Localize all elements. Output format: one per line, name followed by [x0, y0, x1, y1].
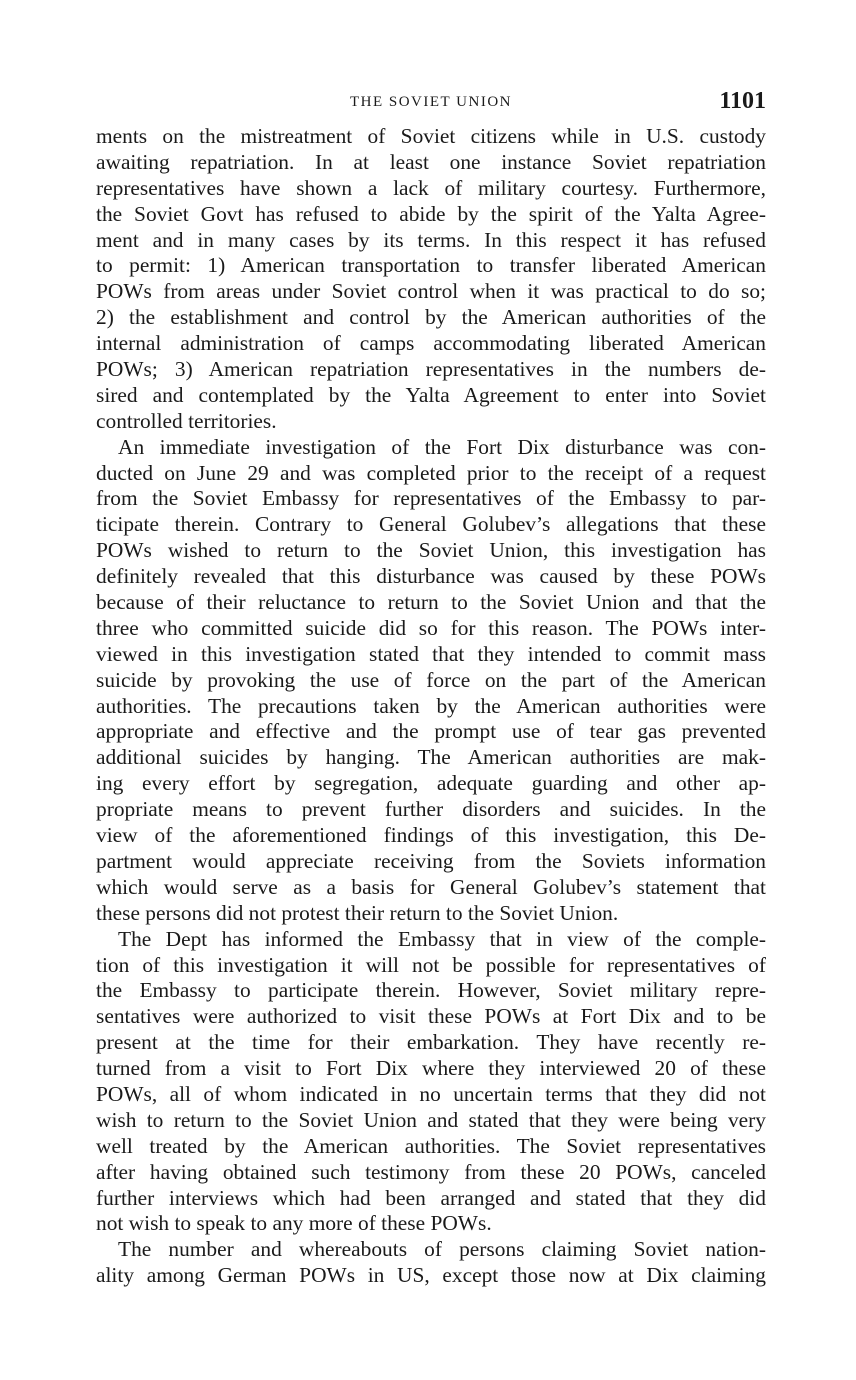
text-line: 2) the establishment and control by the American authorities of the: [96, 305, 766, 330]
text-line: ments on the mistreatment of Soviet citizens while in U.S. custody: [96, 124, 766, 148]
text-line: ality among German POWs in US, except those now at Dix claiming: [96, 1263, 766, 1288]
text-line: An immediate investigation of the Fort Dix disturbance was con-: [118, 434, 766, 459]
text-line: three who committed suicide did so for this reason. The POWs inter-: [96, 615, 766, 640]
text-line: these persons did not protest their return to the Soviet Union.: [96, 900, 619, 925]
text-line: POWs from areas under Soviet control when it was practical to do so;: [96, 279, 766, 304]
text-line: partment would appreciate receiving from the Soviets information: [96, 848, 766, 873]
text-line: authorities. The precautions taken by the American authorities were: [96, 693, 766, 718]
text-line: representatives have shown a lack of military courtesy. Furthermore,: [96, 175, 766, 200]
text-line: tion of this investigation it will not be possible for representatives of: [96, 952, 766, 977]
paragraph: [96, 1237, 766, 1289]
text-line: definitely revealed that this disturbance was caused by these POWs: [96, 564, 766, 589]
text-line: suicide by provoking the use of force on the part of the American: [96, 667, 766, 692]
text-line: which would serve as a basis for General Golubev’s statement that: [96, 874, 766, 899]
running-head: [96, 88, 766, 124]
text-line: wish to return to the Soviet Union and stated that they were being very: [96, 1107, 766, 1132]
paragraph: [96, 124, 766, 435]
text-line: The Dept has informed the Embassy that in view of the comple-: [118, 926, 766, 951]
text-line: because of their reluctance to return to the Soviet Union and that the: [96, 590, 766, 615]
text-line: sentatives were authorized to visit these POWs at Fort Dix and to be: [96, 1004, 766, 1029]
page-number: 1101: [719, 88, 766, 114]
paragraph: [96, 927, 766, 1238]
text-line: ticipate therein. Contrary to General Golubev’s allegations that these: [96, 512, 766, 537]
text-line: additional suicides by hanging. The American authorities are mak-: [96, 745, 766, 770]
text-line: internal administration of camps accommodating liberated American: [96, 331, 766, 356]
text-line: appropriate and effective and the prompt use of tear gas prevented: [96, 719, 766, 744]
text-line: POWs wished to return to the Soviet Union, this investigation has: [96, 538, 766, 563]
text-line: not wish to speak to any more of these POWs.: [96, 1211, 492, 1236]
text-line: after having obtained such testimony from these 20 POWs, canceled: [96, 1159, 766, 1184]
text-line: controlled territories.: [96, 408, 277, 433]
text-line: ducted on June 29 and was completed prior to the receipt of a request: [96, 460, 766, 485]
text-line: POWs; 3) American repatriation representatives in the numbers de-: [96, 357, 766, 382]
text-line: ing every effort by segregation, adequate guarding and other ap-: [96, 771, 766, 796]
text-line: the Soviet Govt has refused to abide by the spirit of the Yalta Agree-: [96, 201, 766, 226]
running-title: THE SOVIET UNION: [349, 94, 513, 110]
text-line: awaiting repatriation. In at least one instance Soviet repatriation: [96, 149, 766, 174]
text-line: propriate means to prevent further disorders and suicides. In the: [96, 797, 766, 822]
text-line: view of the aforementioned findings of this investigation, this De-: [96, 823, 766, 848]
text-line: the Embassy to participate therein. However, Soviet military repre-: [96, 978, 766, 1003]
text-line: ment and in many cases by its terms. In this respect it has refused: [96, 227, 766, 252]
text-line: POWs, all of whom indicated in no uncertain terms that they did not: [96, 1081, 766, 1106]
paragraph: [96, 435, 766, 927]
text-body: [96, 124, 766, 1289]
text-line: sired and contemplated by the Yalta Agreement to enter into Soviet: [96, 382, 766, 407]
text-line: viewed in this investigation stated that they intended to commit mass: [96, 641, 766, 666]
text-line: to permit: 1) American transportation to transfer liberated American: [96, 253, 766, 278]
text-line: The number and whereabouts of persons claiming Soviet nation-: [118, 1237, 766, 1262]
text-line: well treated by the American authorities. The Soviet representatives: [96, 1133, 766, 1158]
text-line: from the Soviet Embassy for representatives of the Embassy to par-: [96, 486, 766, 511]
page-body: [96, 88, 766, 1289]
text-line: further interviews which had been arranged and stated that they did: [96, 1185, 766, 1210]
text-line: turned from a visit to Fort Dix where they interviewed 20 of these: [96, 1056, 766, 1081]
text-line: present at the time for their embarkation. They have recently re-: [96, 1030, 766, 1055]
